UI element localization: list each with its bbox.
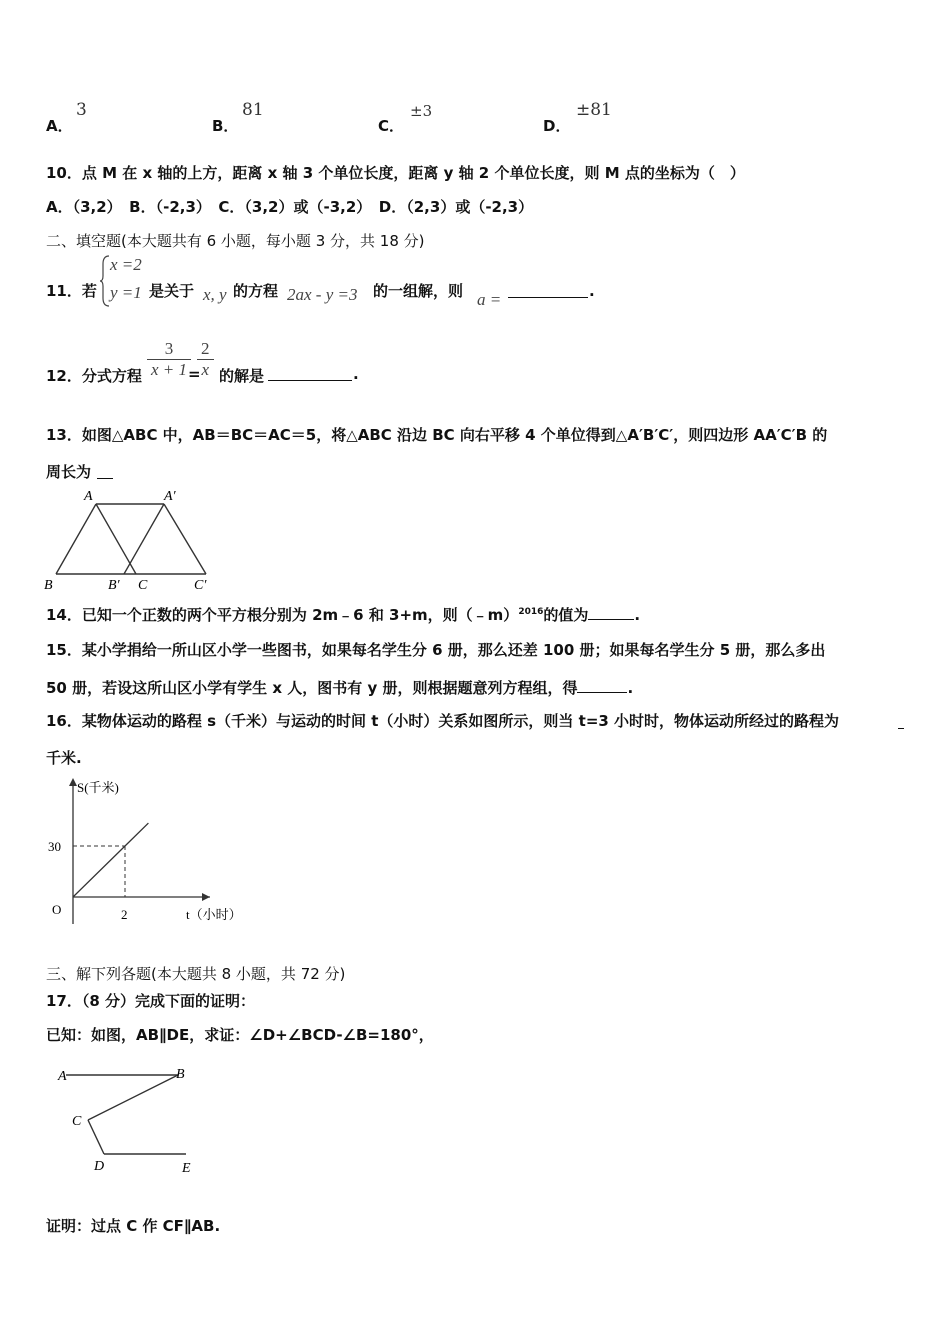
exponent: 2016 bbox=[518, 607, 544, 617]
label-e: E bbox=[182, 1161, 191, 1176]
question-13-line-2: 周长为 bbox=[46, 463, 92, 481]
origin-label: O bbox=[52, 902, 62, 917]
option-b-value: 81 bbox=[242, 100, 264, 120]
question-11-text-1: 是关于 bbox=[149, 282, 195, 300]
question-10: 10．点 M 在 x 轴的上方，距离 x 轴 3 个单位长度，距离 y 轴 2 个单位长度，则 M 点的坐标为（ ） bbox=[46, 164, 745, 182]
fraction-left bbox=[147, 339, 191, 380]
option-c-value: ±3 bbox=[410, 102, 433, 120]
question-12-suffix: 的解是 bbox=[219, 367, 265, 385]
question-14-suffix: 的值为 bbox=[543, 606, 589, 624]
y-axis-label: S(千米) bbox=[77, 780, 119, 795]
label-d: D bbox=[94, 1159, 105, 1174]
x-axis-arrow-icon bbox=[202, 893, 210, 901]
question-14-end: . bbox=[634, 606, 641, 624]
segment-a2b2 bbox=[124, 504, 164, 574]
question-15-line-2-text: 50 册，若设这所山区小学有学生 x 人，图书有 y 册，则根据题意列方程组，得 bbox=[46, 679, 578, 697]
label-c: C bbox=[72, 1114, 82, 1129]
label-c: C bbox=[138, 578, 148, 593]
label-b: B bbox=[44, 578, 53, 593]
parallel-lines-figure bbox=[50, 1062, 210, 1182]
x-axis-label: t（小时） bbox=[186, 907, 242, 922]
question-11-end: . bbox=[589, 282, 595, 300]
y-axis-arrow-icon bbox=[69, 778, 77, 786]
answer-blank[interactable] bbox=[508, 296, 588, 298]
question-15-line-2 bbox=[46, 677, 633, 698]
question-17-line-1: 17．（8 分）完成下面的证明： bbox=[46, 992, 256, 1010]
section-2-heading: 二、填空题(本大题共有 6 小题，每小题 3 分，共 18 分) bbox=[46, 232, 425, 250]
y-tick-label: 30 bbox=[48, 839, 61, 854]
question-11-vars: x, y bbox=[203, 285, 227, 304]
question-14 bbox=[46, 604, 640, 625]
label-a: A bbox=[84, 489, 93, 504]
fraction-left-numerator: 3 bbox=[164, 339, 174, 358]
option-d-value: ±81 bbox=[576, 100, 612, 120]
option-a-value: 3 bbox=[76, 100, 87, 120]
fraction-right bbox=[197, 339, 214, 380]
segment-ab bbox=[56, 504, 96, 574]
system-equation-2: y =1 bbox=[110, 283, 142, 302]
segment-a2c2 bbox=[164, 504, 206, 574]
label-b: B bbox=[176, 1067, 185, 1082]
label-a: A bbox=[58, 1069, 67, 1084]
series-line bbox=[73, 823, 148, 897]
question-11-text-2: 的方程 bbox=[233, 282, 279, 300]
question-15-end: . bbox=[627, 679, 634, 697]
question-10-options: A．（3,2） B．（-2,3） C．（3,2）或（-3,2） D．（2,3）或（-2,3） bbox=[46, 198, 534, 216]
question-15-line-1: 15．某小学捐给一所山区小学一些图书，如果每名学生分 6 册，那么还差 100 册；如果每名学生分 5 册，那么多出 bbox=[46, 641, 826, 659]
equals-sign: = bbox=[188, 365, 201, 383]
label-a-prime: A′ bbox=[164, 489, 176, 504]
answer-blank[interactable] bbox=[577, 691, 627, 693]
answer-blank[interactable] bbox=[588, 618, 634, 620]
section-3-heading: 三、解下列各题(本大题共 8 小题，共 72 分) bbox=[46, 965, 346, 983]
answer-blank[interactable] bbox=[268, 379, 352, 381]
answer-blank[interactable] bbox=[97, 477, 113, 479]
question-17-proof: 证明：过点 C 作 CF∥AB. bbox=[46, 1217, 221, 1235]
option-b-label: B． bbox=[212, 117, 239, 135]
label-c-prime: C′ bbox=[194, 578, 207, 593]
question-11-number: 11．若 bbox=[46, 282, 97, 300]
triangle-translation-figure bbox=[40, 486, 230, 594]
question-11-answer-var: a = bbox=[477, 290, 502, 309]
question-11-text-3: 的一组解，则 bbox=[373, 282, 464, 300]
question-13-line-1: 13．如图△ABC 中，AB＝BC＝AC＝5，将△ABC 沿边 BC 向右平移 4 个单位得到△A′B′C′，则四边形 AA′C′B 的 bbox=[46, 426, 828, 444]
answer-blank[interactable] bbox=[898, 727, 904, 729]
segment-bc bbox=[88, 1075, 178, 1120]
question-16-line-2: 千米. bbox=[46, 749, 82, 767]
segment-cd bbox=[88, 1120, 104, 1154]
question-12-end: . bbox=[353, 365, 359, 383]
option-d-label: D． bbox=[543, 117, 571, 135]
question-16-line-1: 16．某物体运动的路程 s（千米）与运动的时间 t（小时）关系如图所示，则当 t=3 小时时，物体运动所经过的路程为 bbox=[46, 712, 840, 730]
option-a-label: A． bbox=[46, 117, 73, 135]
x-tick-label: 2 bbox=[121, 907, 128, 922]
question-11-equation: 2ax - y =3 bbox=[287, 285, 358, 304]
fraction-left-denominator: x + 1 bbox=[147, 359, 191, 380]
label-b-prime: B′ bbox=[108, 578, 120, 593]
question-12-prefix: 12．分式方程 bbox=[46, 367, 142, 385]
question-17-line-2: 已知：如图，AB∥DE，求证：∠D+∠BCD-∠B=180°， bbox=[46, 1026, 434, 1044]
option-c-label: C． bbox=[378, 117, 405, 135]
fraction-right-denominator: x bbox=[197, 359, 214, 380]
distance-time-graph bbox=[40, 772, 260, 932]
question-14-text: 14．已知一个正数的两个平方根分别为 2m﹣6 和 3+m，则（﹣m） bbox=[46, 606, 519, 624]
system-equation-1: x =2 bbox=[110, 255, 142, 274]
fraction-right-numerator: 2 bbox=[201, 339, 210, 358]
